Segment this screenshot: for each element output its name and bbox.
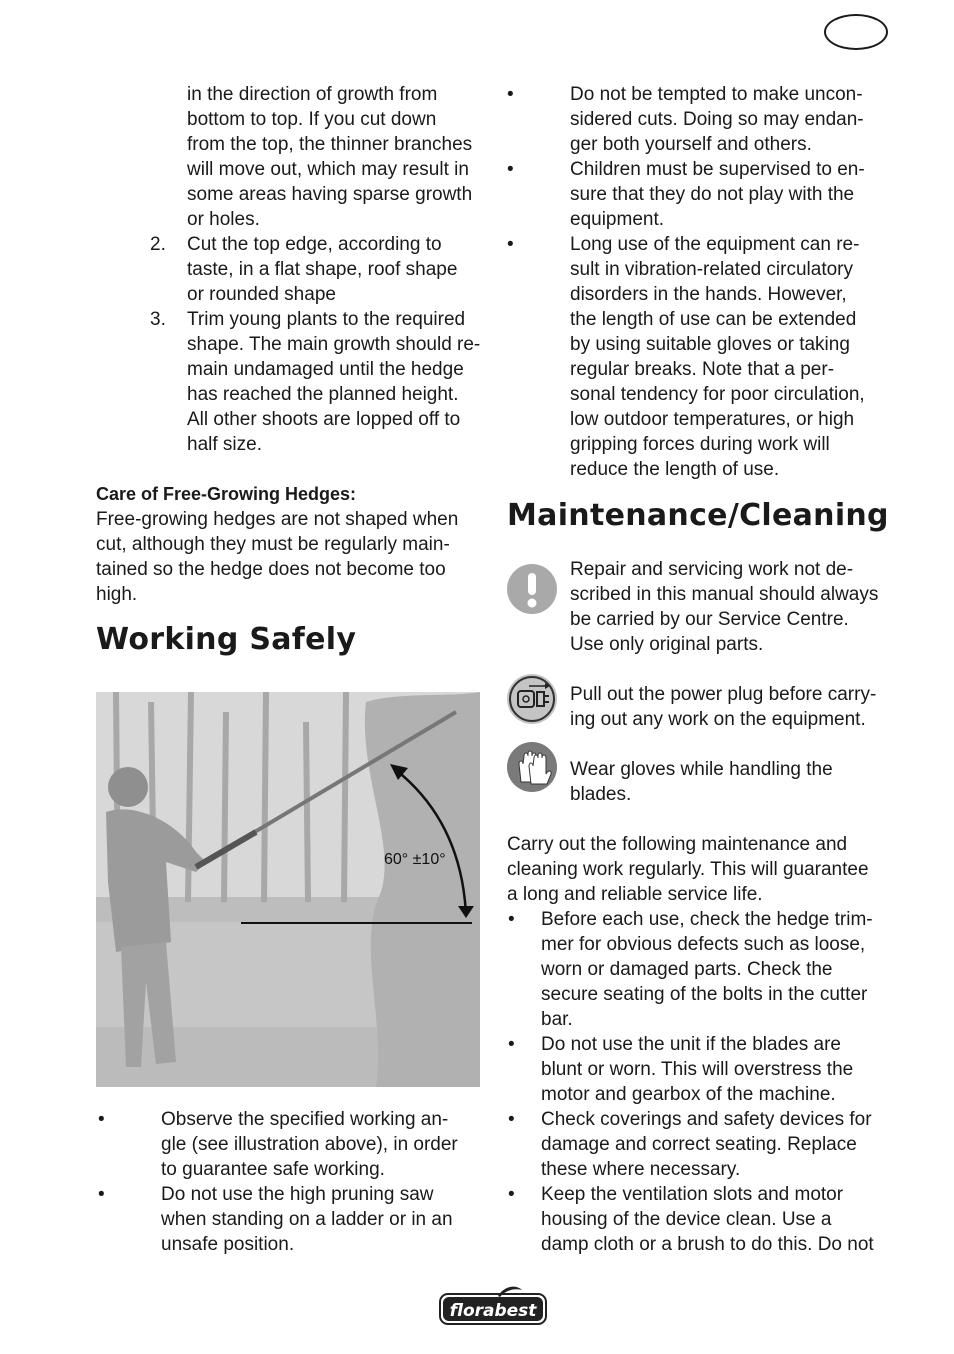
text-line: scribed in this manual should always — [570, 584, 879, 605]
text-line: Carry out the following maintenance and — [507, 834, 848, 855]
text-line: to guarantee safe working. — [161, 1159, 385, 1180]
language-badge — [824, 14, 888, 50]
power-plug-icon — [507, 674, 557, 724]
text-line: tained so the hedge does not become too — [96, 559, 446, 580]
text-line: high. — [96, 584, 138, 605]
text-line: low outdoor temperatures, or high — [570, 409, 855, 430]
text-line: half size. — [187, 434, 262, 455]
care-heading: Care of Free-Growing Hedges: — [96, 484, 357, 504]
item-number: 2. — [150, 234, 166, 255]
working-angle-illustration — [96, 692, 480, 1087]
text-line: motor and gearbox of the machine. — [541, 1084, 836, 1105]
bullet: • — [98, 1109, 105, 1130]
text-line: Long use of the equipment can re- — [570, 234, 860, 255]
text-line: cleaning work regularly. This will guarantee — [507, 859, 869, 880]
text-line: Do not use the unit if the blades are — [541, 1034, 841, 1055]
text-line: cut, although they must be regularly main- — [96, 534, 450, 555]
bullet: • — [508, 1034, 515, 1055]
text-line: sult in vibration-related circulatory — [570, 259, 854, 280]
text-line: by using suitable gloves or taking — [570, 334, 850, 355]
angle-label: 60° ±10° — [384, 851, 446, 868]
text-line: main undamaged until the hedge — [187, 359, 464, 380]
bullet: • — [508, 909, 515, 930]
bullet: • — [507, 159, 514, 180]
text-line: disorders in the hands. However, — [570, 284, 847, 305]
text-line: bar. — [541, 1009, 573, 1030]
text-line: ger both yourself and others. — [570, 134, 812, 155]
text-line: or holes. — [187, 209, 260, 230]
bullet: • — [507, 84, 514, 105]
bullet: • — [508, 1184, 515, 1205]
section-title-working-safely: Working Safely — [96, 622, 357, 657]
text-line: damp cloth or a brush to do this. Do not — [541, 1234, 874, 1255]
text-line: taste, in a flat shape, roof shape — [187, 259, 458, 280]
text-line: the length of use can be extended — [570, 309, 857, 330]
text-line: these where necessary. — [541, 1159, 741, 1180]
text-line: Do not be tempted to make uncon- — [570, 84, 863, 105]
florabest-logo — [438, 1284, 548, 1326]
logo-text: florabest — [449, 1301, 537, 1321]
text-line: Free-growing hedges are not shaped when — [96, 509, 459, 530]
bullet: • — [507, 234, 514, 255]
gloves-icon — [507, 742, 557, 792]
text-line: gripping forces during work will — [570, 434, 830, 455]
text-line: reduce the length of use. — [570, 459, 780, 480]
text-line: Observe the specified working an- — [161, 1109, 449, 1130]
text-line: blades. — [570, 784, 632, 805]
text-line: or rounded shape — [187, 284, 336, 305]
text-line: Repair and servicing work not de- — [570, 559, 854, 580]
illustration-drawing — [96, 692, 480, 1087]
text-line: Pull out the power plug before carry- — [570, 684, 877, 705]
exclamation-icon — [507, 564, 557, 614]
text-line: Do not use the high pruning saw — [161, 1184, 434, 1205]
text-line: bottom to top. If you cut down — [187, 109, 437, 130]
item-number: 3. — [150, 309, 166, 330]
text-line: blunt or worn. This will overstress the — [541, 1059, 854, 1080]
text-line: has reached the planned height. — [187, 384, 459, 405]
text-line: Children must be supervised to en- — [570, 159, 865, 180]
text-line: Use only original parts. — [570, 634, 764, 655]
text-line: housing of the device clean. Use a — [541, 1209, 832, 1230]
text-line: shape. The main growth should re- — [187, 334, 481, 355]
text-line: secure seating of the bolts in the cutter — [541, 984, 868, 1005]
text-line: when standing on a ladder or in an — [161, 1209, 453, 1230]
text-line: regular breaks. Note that a per- — [570, 359, 835, 380]
text-line: Cut the top edge, according to — [187, 234, 442, 255]
text-line: sure that they do not play with the — [570, 184, 855, 205]
text-line: Wear gloves while handling the — [570, 759, 833, 780]
text-line: Before each use, check the hedge trim- — [541, 909, 873, 930]
text-line: from the top, the thinner branches — [187, 134, 473, 155]
text-line: mer for obvious defects such as loose, — [541, 934, 866, 955]
text-line: in the direction of growth from — [187, 84, 438, 105]
text-line: gle (see illustration above), in order — [161, 1134, 458, 1155]
text-line: All other shoots are lopped off to — [187, 409, 461, 430]
text-line: be carried by our Service Centre. — [570, 609, 849, 630]
section-title-maintenance: Maintenance/Cleaning — [507, 498, 889, 533]
text-line: sidered cuts. Doing so may endan- — [570, 109, 864, 130]
text-line: ing out any work on the equipment. — [570, 709, 866, 730]
bullet: • — [98, 1184, 105, 1205]
text-line: Check coverings and safety devices for — [541, 1109, 872, 1130]
text-line: sonal tendency for poor circulation, — [570, 384, 865, 405]
text-line: worn or damaged parts. Check the — [541, 959, 833, 980]
text-line: unsafe position. — [161, 1234, 295, 1255]
text-line: will move out, which may result in — [187, 159, 469, 180]
bullet: • — [508, 1109, 515, 1130]
text-line: damage and correct seating. Replace — [541, 1134, 857, 1155]
text-line: Trim young plants to the required — [187, 309, 466, 330]
text-line: a long and reliable service life. — [507, 884, 763, 905]
text-line: Keep the ventilation slots and motor — [541, 1184, 844, 1205]
text-line: equipment. — [570, 209, 665, 230]
text-line: some areas having sparse growth — [187, 184, 473, 205]
